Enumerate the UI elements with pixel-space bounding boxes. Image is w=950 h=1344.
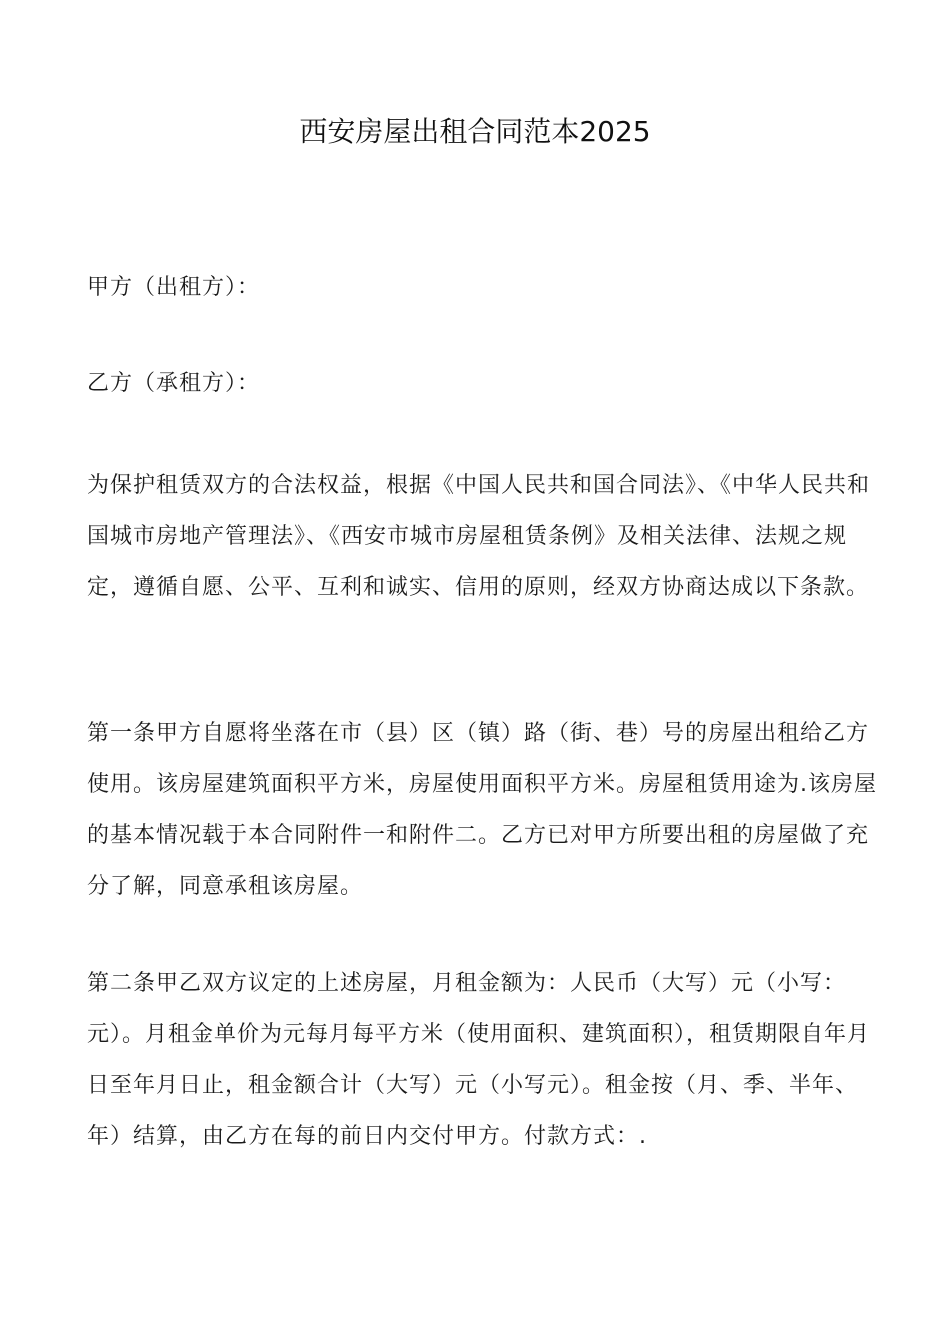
- article-2-paragraph: 第二条甲乙双方议定的上述房屋，月租金额为：人民币（大写）元（小写：元）。月租金单价为元每月每平方米（使用面积、建筑面积），租赁期限自年月日至年月日止，租金额合计（大写）元（小写元）。租金按（月、季、半年、年）结算，由乙方在每的前日内交付甲方。付款方式：.: [87, 971, 871, 1149]
- party-b-label: 乙方（承租方）：: [87, 371, 261, 396]
- intro-paragraph: 为保护租赁双方的合法权益，根据《中国人民共和国合同法》、《中华人民共和国城市房地产管理法》、《西安市城市房屋租赁条例》及相关法律、法规之规定，遵循自愿、公平、互利和诚实、信用的原则，经双方协商达成以下条款。: [87, 473, 871, 600]
- party-a-label: 甲方（出租方）：: [87, 275, 261, 300]
- article-1-paragraph: 第一条甲方自愿将坐落在市（县）区（镇）路（街、巷）号的房屋出租给乙方使用。该房屋建筑面积平方米，房屋使用面积平方米。房屋租赁用途为.该房屋的基本情况载于本合同附件一和附件二。乙方已对甲方所要出租的房屋做了充分了解，同意承租该房屋。: [87, 721, 877, 899]
- document-title: 西安房屋出租合同范本2025: [299, 115, 651, 148]
